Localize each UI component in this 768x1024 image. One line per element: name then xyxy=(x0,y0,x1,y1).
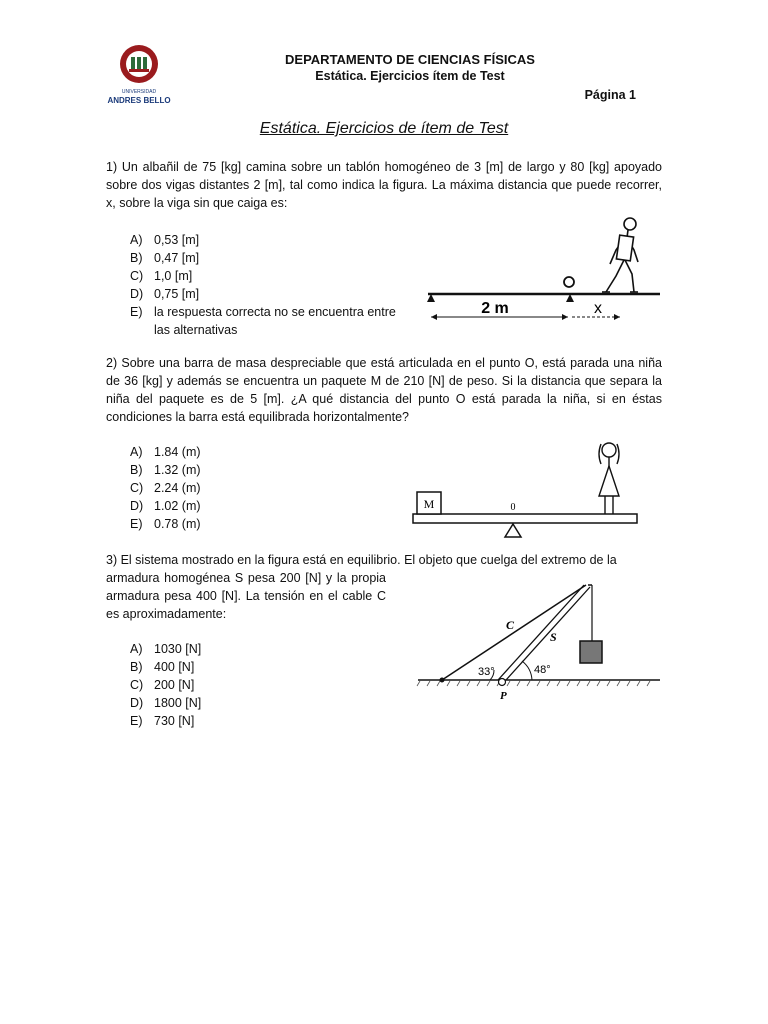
question-2-option-a: A) 1.84 (m) xyxy=(130,445,201,459)
page-number: Página 1 xyxy=(584,88,636,102)
question-3-text: armadura homogénea S pesa 200 [N] y la propia armadura pesa 400 [N]. La tensión en el cable C es aproximadamente: xyxy=(106,571,386,621)
strut-label: S xyxy=(550,630,557,644)
question-1-option-e: E) la respuesta correcta no se encuentra entre las alternativas xyxy=(130,305,396,337)
question-3-option-a: A) 1030 [N] xyxy=(130,642,202,656)
svg-text:UNIVERSIDAD: UNIVERSIDAD xyxy=(121,89,157,95)
question-3-option-d: D) 1800 [N] xyxy=(130,696,202,710)
girl-figure xyxy=(599,443,619,514)
question-3-option-c: C) 200 [N] xyxy=(130,678,195,692)
department-heading: DEPARTAMENTO DE CIENCIAS FÍSICAS xyxy=(285,52,535,67)
angle-48-label: 48° xyxy=(534,664,551,676)
package-label: M xyxy=(423,497,435,511)
question-1-text: 1) Un albañil de 75 [kg] camina sobre un tablón homogéneo de 3 [m] de largo y 80 [kg] apoyado sobre dos vigas distantes 2 [m], tal como indica la figura. La máxima distancia que puede recorrer, x, sobre la viga sin que caiga es: xyxy=(106,160,662,210)
cable-label: C xyxy=(506,618,515,632)
question-1-option-a: A) 0,53 [m] xyxy=(130,233,200,247)
question-3-first-line: 3) El sistema mostrado en la figura está en equilibrio. El objeto que cuelga del extremo de la xyxy=(106,553,617,567)
figure-strut-cable xyxy=(410,575,665,705)
question-1-option-b: B) 0,47 [m] xyxy=(130,251,200,265)
worker-figure xyxy=(602,218,638,292)
angle-33-label: 33° xyxy=(478,666,495,678)
question-2-text: 2) Sobre una barra de masa despreciable que está articulada en el punto O, está parada una niña de 36 [kg] y además se encuentra un paquete M de 210 [N] de peso. Si la distancia que separa la niña del paquete es de 5 [m]. ¿A qué distancia del punto O está parada la niña, si en éstas condiciones la barra está equilibrada horizontalmente? xyxy=(106,356,662,424)
figure-plank-worker xyxy=(420,210,665,330)
question-1-option-d: D) 0,75 [m] xyxy=(130,287,200,301)
distance-label: 2 m xyxy=(481,300,509,317)
question-2-option-b: B) 1.32 (m) xyxy=(130,463,201,477)
question-3-option-b: B) 400 [N] xyxy=(130,660,195,674)
figure-seesaw-girl xyxy=(405,430,650,545)
page-title: Estática. Ejercicios de ítem de Test xyxy=(259,120,509,137)
question-2-option-d: D) 1.02 (m) xyxy=(130,499,201,513)
question-3-option-e: E) 730 [N] xyxy=(130,714,195,728)
question-1-option-c: C) 1,0 [m] xyxy=(130,269,193,283)
question-2-option-c: C) 2.24 (m) xyxy=(130,481,201,495)
document-subtitle: Estática. Ejercicios ítem de Test xyxy=(315,69,505,83)
x-label: x xyxy=(594,300,602,317)
svg-text:ANDRES BELLO: ANDRES BELLO xyxy=(107,96,171,105)
university-logo xyxy=(104,42,174,108)
pivot-p-label: P xyxy=(500,690,507,702)
question-2-option-e: E) 0.78 (m) xyxy=(130,517,201,531)
pivot-label: 0 xyxy=(510,502,516,513)
